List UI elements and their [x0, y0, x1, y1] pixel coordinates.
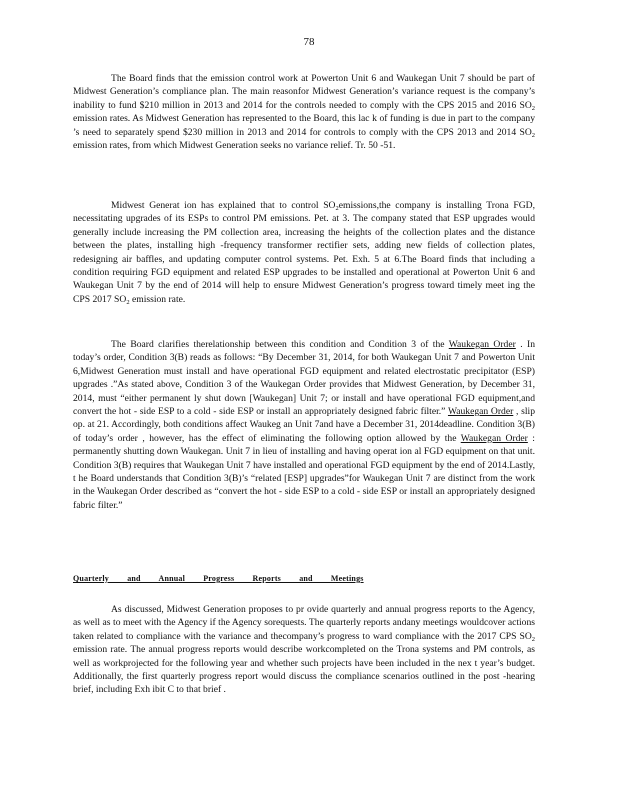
- case-citation: Waukegan Order: [448, 339, 516, 350]
- paragraph-progress-reports: [73, 603, 535, 697]
- text-run: emission rates, from which Midwest Generation seeks no variance relief. Tr. 50 -51.: [73, 140, 396, 152]
- text-run: The Board finds that the emission control work at Powerton Unit 6 and Waukegan Unit 7 should be part of Midwest Generation’s compliance plan. The main reasonfor Midwest Generation’s variance request is the company’s inability to fund $210 million in 2013 and 2014 for the controls needed to comply with the CPS 2015 and 2016 SO: [73, 73, 535, 111]
- text-run: emission rate. The annual progress reports would describe workcompleted on the Trona systems and PM controls, as well as workprojected for the following year and whether such projects have been included in the nex t year’s budget. Additionally, the first quarterly progress report would discuss the compliance scenarios outlined in the post -hearing brief, including Exh ibit C to that brief .: [73, 644, 535, 696]
- text-run: Midwest Generat ion has explained that to control SO: [111, 200, 336, 211]
- subscript: 2: [531, 131, 535, 139]
- text-run: : permanently shutting down Waukegan. Unit 7 in lieu of installing and having operat ion al FGD equipment on that unit. Condition 3(B) requires that Waukegan Unit 7 have installed and operational FGD equipment by the end of 2014.Lastly, t he Board understands that Condition 3(B)’s “related [ESP] upgrades”for Waukegan Unit 7 are distinct from the work in the Waukegan Order described as “convert the hot - side ESP to a cold - side ESP or install an appropriately designed fabric filter.”: [73, 432, 535, 511]
- paragraph-trona-fgd: [73, 199, 535, 306]
- text-run: . In today’s order, Condition 3(B) reads as follows: “By December 31, 2014, for both Waukegan Unit 7 and Powerton Unit 6,Midwest Generation must install and have operational FGD equipment and related electrostatic precipitator (ESP) upgrades .”As stated above, Condition 3 of the Waukegan Order provides that Midwest Generation, by December 31, 2014, must “either permanent ly shut down [Waukegan] Unit 7; or install and have operational FGD equipment,and convert the hot - side ESP to a cold - side ESP or install an appropriately designed fabric filter.”: [73, 339, 535, 418]
- text-run: emission rate.: [129, 293, 186, 305]
- subscript: 2: [126, 298, 130, 306]
- text-run: emissions,the company is installing Trona FGD, necessitating upgrades of its ESPs to control PM emissions. Pet. at 3. The company stated that ESP upgrades would generally include increasing the PM collection area, increasing the heights of the collection plates and the distance between the plates, installing high -frequency transformer rectifier sets, adding new fields of collection plates, redesigning air baffles, and updating computer control systems. Pet. Exh. 5 at 6.The Board finds that including a condition requiring FGD equipment and related ESP upgrades to be installed and operational at Powerton Unit 6 and Waukegan Unit 7 by the end of 2014 will help to ensure Midwest Generation’s progress toward timely meet ing the CPS 2017 SO: [73, 200, 536, 305]
- text-run: emission rates. As Midwest Generation has represented to the Board, this lac k of funding is due in part to the company ’s need to separately spend $230 million in 2013 and 2014 for controls to comply with the CPS 2013 and 2014 SO: [73, 113, 535, 138]
- subscript: 2: [335, 205, 339, 212]
- text-run: , slip op. at 21. Accordingly, both conditions affect Waukeg an Unit 7and have a December 31, 2014deadline. Condition 3(B) of today’s order , however, has the effect of eliminating the following option allowed by the: [73, 406, 535, 444]
- page-number: 78: [303, 36, 315, 48]
- paragraph-emission-control-plan: [73, 72, 535, 152]
- text-run: As discussed, Midwest Generation proposes to pr ovide quarterly and annual progress reports to the Agency, as well as to meet with the Agency if the Agency sorequests. The quarterly reports andany meetings wouldcover actions taken related to compliance with the variance and thecompany’s progress to ward compliance with the 2017 CPS SO: [73, 604, 535, 642]
- subscript: 2: [531, 635, 535, 643]
- paragraph-waukegan-order: [73, 338, 535, 512]
- case-citation: Waukegan Order: [460, 432, 528, 444]
- subscript: 2: [531, 104, 535, 112]
- section-heading: Quarterly and Annual Progress Reports and Meetings: [73, 574, 364, 583]
- text-run: The Board clarifies therelationship between this condition and Condition 3 of the: [111, 339, 449, 350]
- case-citation: Waukegan Order: [447, 406, 514, 418]
